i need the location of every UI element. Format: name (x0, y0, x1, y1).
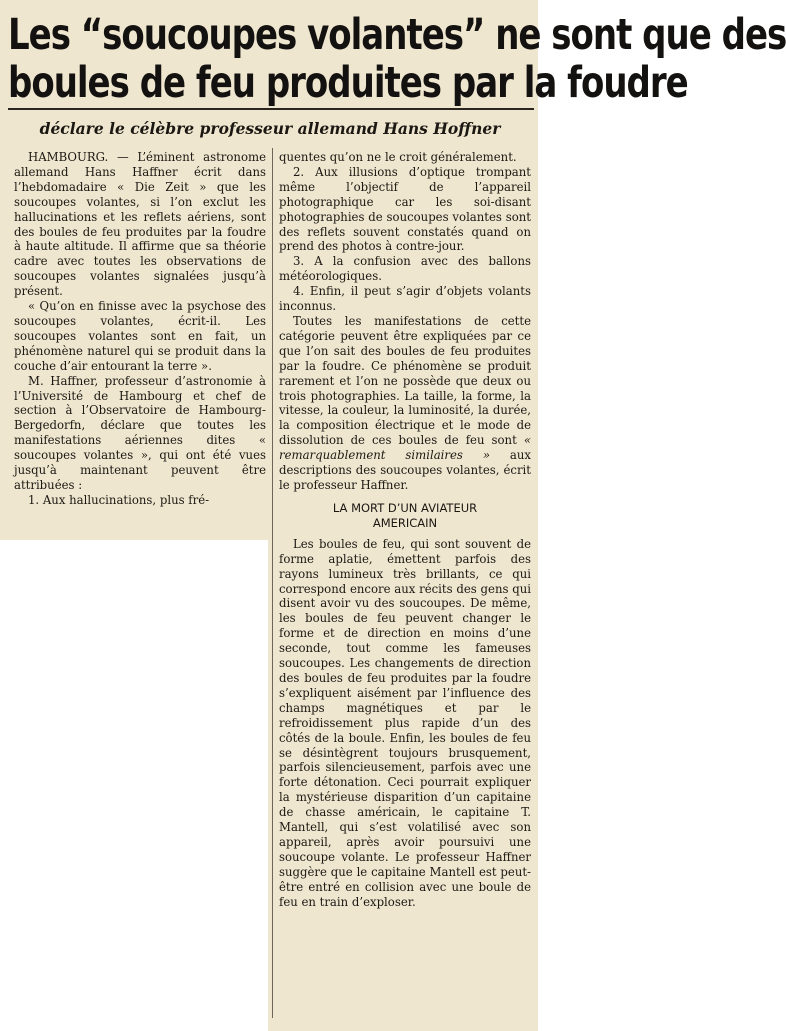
column-divider (272, 148, 273, 1018)
paragraph-haffner: M. Haffner, professeur d’astronomie à l’Université de Hambourg et chef de section à l’Observatoire de Hambourg-Bergedorfn, déclare que toutes les manifestations aériennes dites « soucoupes volantes », qui ont été vues jusqu’à maintenant peuvent être attribuées : (14, 373, 266, 492)
paragraph-continuation: quentes qu’on ne le croit généralement. (279, 150, 517, 164)
paragraph-manifestations (279, 314, 531, 493)
paragraph-item-2: 2. Aux illusions d’optique trompant même l’objectif de l’appareil photographique car les soi-disant photographies de soucoupes volantes sont des reflets souvent constatés quand on prend des photos à contre-jour. (279, 164, 531, 254)
headline-line-1: Les “soucoupes volantes” ne sont que des (8, 10, 786, 60)
manifestations-end: aux descriptions des soucoupes volantes, écrit le professeur Haffner. (279, 448, 532, 492)
section-title-line-1: LA MORT D’UN AVIATEUR (332, 500, 478, 515)
subheadline: déclare le célèbre professeur allemand Hans Hoffner (39, 119, 501, 138)
headline-line-2: boules de feu produites par la foudre (8, 58, 688, 108)
right-column (279, 150, 531, 910)
paragraph-item-3: 3. A la confusion avec des ballons météorologiques. (279, 254, 531, 284)
left-column (14, 150, 266, 508)
paragraph-quote: « Qu’on en finisse avec la psychose des soucoupes volantes, écrit-il. Les soucoupes volantes sont en fait, un phénomène naturel qui se produit dans la couche d’air entourant la terre ». (14, 299, 266, 373)
paragraph-item-1: 1. Aux hallucinations, plus fré- (28, 492, 210, 507)
emphasis-quote: « remarquablement similaires » (279, 433, 532, 463)
section-title (279, 501, 531, 531)
headline-rule (8, 108, 534, 110)
paragraph-hambourg: HAMBOURG. — L’éminent astronome allemand Hans Haffner écrit dans l’hebdomadaire « Die Zeit » que les soucoupes volantes, si l’on exclut les hallucinations et les reflets aériens, sont des boules de feu produites par la foudre à haute altitude. Il affirme que sa théorie cadre avec toutes les observations de soucoupes volantes signalées jusqu’à présent. (14, 150, 266, 299)
paragraph-final: Les boules de feu, qui sont souvent de forme aplatie, émettent parfois des rayons lumineux très brillants, ce qui correspond encore aux récits des gens qui disent avoir vu des soucoupes. De même, les boules de feu peuvent changer le forme et de direction en moins d’une seconde, tout comme les fameuses soucoupes. Les changements de direction des boules de feu produites par la foudre s’expliquent aisément par l’influence des champs magnétiques et par le refroidissement plus rapide d’un des côtés de la boule. Enfin, les boules de feu se désintègrent toujours brusquement, parfois silencieusement, parfois avec une forte détonation. Ceci pourrait expliquer la mystérieuse disparition d’un capitaine de chasse américain, le capitaine T. Mantell, qui s’est volatilisé avec son appareil, après avoir poursuivi une soucoupe volante. Le professeur Haffner suggère que le capitaine Mantell est peut-être entré en collision avec une boule de feu en train d’exploser. (279, 536, 531, 909)
manifestations-text: Toutes les manifestations de cette catégorie peuvent être expliquées par ce que l’on sait des boules de feu produites par la foudre. Ce phénomène se produit rarement et l’on ne possède que deux ou trois photographies. La taille, la forme, la vitesse, la couleur, la luminosité, la durée, la composition électrique et le mode de dissolution de ces boules de feu sont (279, 313, 531, 448)
paragraph-item-4: 4. Enfin, il peut s’agir d’objets volants inconnus. (279, 284, 531, 314)
section-title-line-2: AMERICAIN (372, 515, 438, 530)
